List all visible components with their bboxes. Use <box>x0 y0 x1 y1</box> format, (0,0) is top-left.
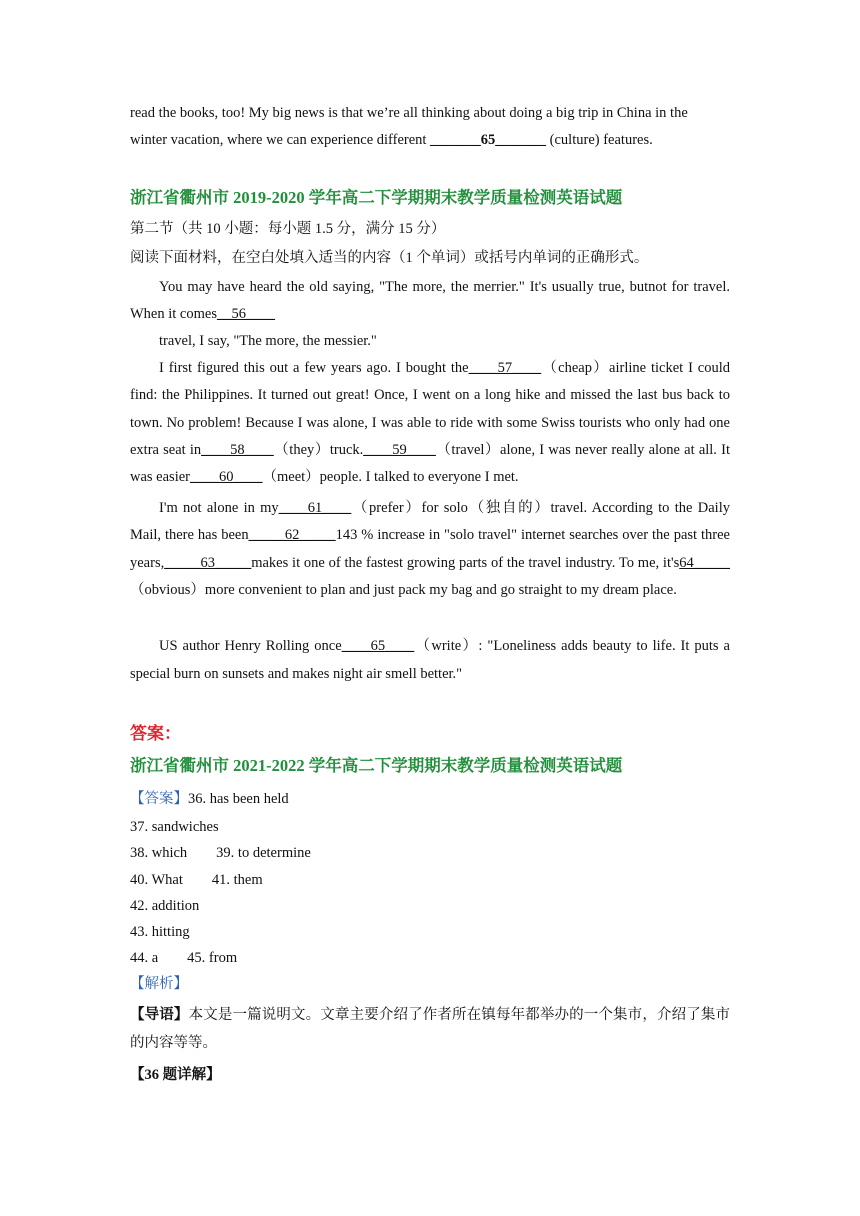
p1-text-a: You may have heard the old saying, "The more, the merrier." It's usually true, butnot for travel. When it comes <box>130 279 730 322</box>
section-subtitle: 第二节（共 10 小题：每小题 1.5 分，满分 15 分） <box>130 221 446 237</box>
answer-38-39: 38. which 39. to determine <box>130 845 311 861</box>
passage-paragraph-4 <box>130 633 730 688</box>
blank-61: ____61____ <box>278 500 352 516</box>
answer-37: 37. sandwiches <box>130 819 219 835</box>
section-instruction: 阅读下面材料，在空白处填入适当的内容（1 个单词）或括号内单词的正确形式。 <box>130 250 649 266</box>
detail-36-tag: 【36 题详解】 <box>130 1067 221 1083</box>
guide-paragraph <box>130 1001 730 1057</box>
blank-64: 64_____ <box>679 554 730 571</box>
p3-text-b: （prefer）for solo（独自的）travel. According to the Daily Mail, there has been <box>130 500 730 544</box>
answer-tag: 【答案】 <box>130 791 188 807</box>
blank-65: ____65____ <box>341 638 415 654</box>
answers-label: 答案： <box>130 724 181 743</box>
passage-paragraph-1b <box>130 328 730 355</box>
p2-text-a: I first figured this out a few years ago. I bought the <box>159 360 469 376</box>
p3-text-d: makes it one of the fastest growing parts of the travel industry. To me, it's <box>251 554 680 571</box>
blank-60: ____60____ <box>189 469 263 486</box>
p2-text-b: （cheap）airline ticket I could find: the Philippines. It turned out great! Once, I went on a long hike and missed the last bus back to town. No problem! Because I was alone, I was able to ride with some Swiss tourists who only had one extra seat in <box>130 360 731 458</box>
guide-text: 本文是一篇说明文。文章主要介绍了作者所在镇每年都举办的一个集市，介绍了集市的内容等等。 <box>130 1007 731 1051</box>
guide-tag: 【导语】 <box>130 1007 189 1023</box>
analysis-tag: 【解析】 <box>130 976 188 992</box>
p2-text-e: （meet）people. I talked to everyone I met. <box>262 469 519 486</box>
intro-line2-pre: winter vacation, where we can experience different <box>130 132 431 148</box>
p2-text-d: （travel）alone, I was never really alone at all. It was easier <box>130 441 730 486</box>
blank-56: __56____ <box>216 306 275 322</box>
answer-43: 43. hitting <box>130 924 190 940</box>
intro-paragraph <box>130 100 730 154</box>
intro-line2-post: (culture) features. <box>546 132 653 148</box>
p4-text-b: （write）: "Loneliness adds beauty to life. It puts a special burn on sunsets and makes night air smell better." <box>130 638 730 682</box>
passage-paragraph-1 <box>130 274 730 328</box>
section-heading-2021: 浙江省衢州市 2021-2022 学年高二下学期期末教学质量检测英语试题 <box>130 756 623 775</box>
blank-65-intro: _______65_______ <box>430 132 547 148</box>
answer-36 <box>130 788 289 810</box>
blank-59: ____59____ <box>363 441 436 458</box>
intro-line1: read the books, too! My big news is that we’re all thinking about doing a big trip in China in the <box>130 105 688 121</box>
p2-text-c: （they）truck. <box>273 441 364 458</box>
blank-57: ____57____ <box>468 360 542 376</box>
blank-58: ____58____ <box>201 441 274 458</box>
blank-63: _____63_____ <box>164 554 252 571</box>
p3-text-e: （obvious）more convenient to plan and just pack my bag and go straight to my dream place. <box>130 581 677 598</box>
passage-paragraph-3 <box>130 495 730 604</box>
section-heading-2019: 浙江省衢州市 2019-2020 学年高二下学期期末教学质量检测英语试题 <box>130 188 623 207</box>
p3-text-a: I'm not alone in my <box>159 500 279 516</box>
p3-text-c: 143 % increase in "solo travel" internet searches over the past three years, <box>130 527 730 571</box>
answer-36-text: 36. has been held <box>188 791 289 807</box>
answer-42: 42. addition <box>130 898 200 914</box>
p4-text-a: US author Henry Rolling once <box>159 638 342 654</box>
answer-40-41: 40. What 41. them <box>130 872 263 888</box>
blank-62: _____62_____ <box>248 527 336 544</box>
p1-text-b: travel, I say, "The more, the messier." <box>159 333 377 349</box>
answer-44-45: 44. a 45. from <box>130 950 238 966</box>
passage-paragraph-2 <box>130 355 730 491</box>
